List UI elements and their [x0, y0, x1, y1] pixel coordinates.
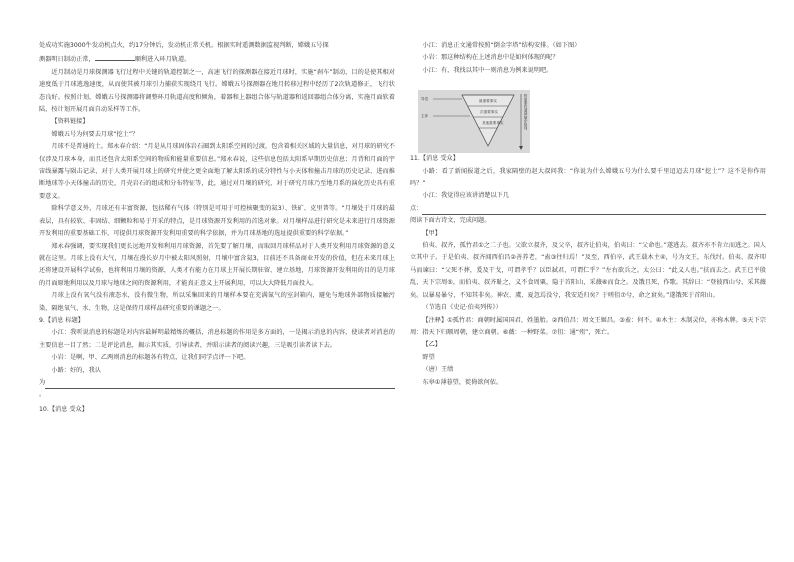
- section-heading: 【资料链接】: [51, 118, 89, 126]
- answer-blank[interactable]: [95, 52, 135, 61]
- poem-title: 野望: [422, 353, 435, 361]
- answer-line-row: [410, 203, 766, 215]
- pyramid-low-label: 其他重要事实: [482, 121, 504, 125]
- pyramid-graphic: [418, 90, 530, 153]
- dialogue-line: 小岩：那这种结构在上述消息中是如何体现的呢？: [422, 54, 559, 62]
- answer-line-row: [39, 377, 395, 389]
- paragraph: 月球不是普通的土。郑永春介绍：“月是从月球固体岩石圈到太阳系空间的过渡，包含着相关区域的大量信息，对月球的研究不仅涉及月球本身，而且还包含太阳系空间的物质和能量重要信息。”郑永春说，这些信息包括太阳系早期历史信息；月背和月面的宇宙线暴露与陨击记录，对于人类开展月球上的研究并使之更全面地了解太阳系的成分特性与小天体和撞击月球的历史记录，进而推断地球等小天体撞击的历史，月壳岩石的组成和分布特征等，此，通过对月壤的研究，对于研究月球乃至地月系的演化历史具有重要意义。: [39, 143, 395, 200]
- side-order-label: 按重要性递减顺序排列: [524, 94, 528, 130]
- body-label: 主体: [421, 114, 429, 118]
- arrow-head-icon: [519, 146, 523, 150]
- dialogue-line: 小路：好的，我认: [51, 366, 101, 374]
- paragraph: 近月制动是月球探测器飞行过程中关键的轨道控制之一，高速飞行的探测器在接近月球时，实施“刹车”制动，目的是使其相对速度低于月球逃逸速度，从而使其被月球引力捕获实现绕月飞行。嫦娥五号探测器在地月转移过程中经历了2次轨道修正，飞行状态良好。按照计划，嫦娥五号探测器将调整环月轨道高度和倾角，着器和上器组合体与轨道器和返回器组合体分离，实施月面软着陆，按计划开展月面自动采样等工作。: [39, 68, 395, 114]
- pyramid-mid-label: 次重要事实: [480, 110, 498, 114]
- answer-line[interactable]: [422, 203, 766, 215]
- section-label-jia: 【甲】: [422, 229, 441, 237]
- question-number: 10.【消息 受众】: [39, 405, 88, 413]
- question-number: 11.【消息 受众】: [410, 155, 459, 163]
- section-label-yi: 【乙】: [422, 341, 441, 349]
- dialogue-line: 小路：看了新闻报道之后，我家隔壁的赵大叔问我：“你说为什么嫦娥五号为什么要千里迢迢去月球“挖土”？这不是你作用吗？”: [410, 167, 766, 188]
- inverted-pyramid-diagram: [418, 90, 530, 153]
- paragraph: 除科学意义外，月球还有丰富资源，包括稀有气体（特别是可用于可控核聚变的氦3）、铁矿、克里普等。“月壤处于月球的最表层，具有较软、非固结、细颗粒和易于开采的特点，是月球资源开发利用的首选对象。对月壤样品进行研究是未来进行月球资源开发利用的重要基础工作，可提供月球资源开发利用重要的科学依据，并为月球基地的选址提供重要的科学依据。”: [39, 205, 395, 238]
- answer-prefix: 点：: [410, 204, 423, 212]
- question-title: 嫦娥五号为何要去月球“挖土”？: [51, 130, 139, 138]
- dialogue-line: 小江：有，我找以其中一则消息为例来说明吧。: [422, 66, 553, 74]
- poem-author: （唐）王绩: [422, 366, 454, 374]
- answer-end: 。: [39, 391, 46, 399]
- left-column: [39, 40, 395, 416]
- paragraph: 月球上没有氧气没有液态水，没有微生物，所以采集回来的月壤样本要在充满氮气的室封箱内，避免与地球外部物质接触污染，隔绝氧气、水、生物，这是保持月球样品研究重要的课题之一。: [39, 292, 395, 312]
- paragraph: [39, 52, 395, 66]
- paragraph-text: 顺利进入环月轨道。: [134, 56, 191, 64]
- paragraph-text: 测器明日制动正常，: [39, 56, 95, 64]
- classical-text: 伯夷、叔齐，孤竹君①之二子也。父欲立叔齐，及父卒，叔齐让伯夷，伯夷曰：“父命也。”遂逃去。叔齐亦不肯立而逃之。国人立其中子。于是伯夷、叔齐闻西伯昌②善养老，“盍③往归焉！”及至，西伯卒，武王载木主④，号为文王，东伐纣。伯夷、叔齐叩马而谏曰：“父死不葬，爰及干戈，可谓孝乎？以臣弑君，可谓仁乎？”左右欲兵之。太公曰：“此义人也。”扶而去之。武王已平殷乱，天下宗周⑤，而伯夷、叔齐耻之，义不食周粟，隐于首阳山，采薇⑥而食之。及饿且死，作歌。其辞曰：“登彼西山兮，采其薇矣。以暴易暴兮，不知其非矣。神农、虞、夏忽焉没兮，我安适归矣？于嗟徂⑦兮，命之衰矣。”遂饿死于首阳山。: [410, 242, 766, 299]
- answer-line[interactable]: [45, 377, 395, 389]
- answer-prefix: 为: [39, 378, 46, 386]
- dialogue-line: 小江：我听说消息的标题是对内容最鲜明最精炼的概括，消息标题的作用是多方面的，一是揭示消息的内容，使读者对消息的主要信息一目了然；二是评论消息，揭示其实质，引导读者，并昭示读者的阅读兴趣，三是吸引读者读下去。: [39, 329, 395, 349]
- question-number: 9.【消息 标题】: [39, 316, 84, 324]
- instruction: 阅读下面古诗文，完成问题。: [410, 217, 491, 225]
- dialogue-line: 小江：消息正文通常按照“倒金字塔”结构安排。（如下图）: [422, 42, 581, 49]
- dialogue-line: 小江：我觉得应该讲清楚以下几: [422, 192, 510, 200]
- lead-label: 导语: [421, 97, 429, 101]
- source-citation: （节选自《史记·伯夷列传》）: [422, 304, 502, 312]
- dialogue-line: 小岩：是啊，甲、乙两则消息的标题各有特点，让我们同学点评一下吧。: [51, 354, 250, 362]
- paragraph: 处成功实施3000牛发动机点火，约17分钟后，发动机正常关机。根据实时遥测数据监视判断，嫦娥五号探: [39, 42, 329, 49]
- pyramid-top-label: 最重要事实: [479, 99, 497, 103]
- poem-line: 东皋①薄暮望，徙倚欲何依。: [422, 378, 503, 386]
- annotations: 【注释】①孤竹君：商朝时属国国君，姓墨胎。②西伯昌：周文王姬昌。③盍：何不。④木主：木制灵位，亦称木牌。⑤天下宗周：指天下归顺周朝，建立商朝。⑥薇：一种野菜。⑦徂：通“殂”，死亡。: [410, 316, 766, 336]
- paragraph: 郑永春强调，要实现我们更长远地开发和利用月球资源，首先要了解月壤，而取回月球样品对于人类开发利用月球资源的意义就在这里。月球上没有大气，月壤在漫长岁月中被太阳风照射，月壤中富含氦3，目前还不具备商业开发的价值，但在未来月球上还将建设开展科学试验，也将利用月壤的资源，人类才有能力在月球上开展长期驻留、建立基地，月球资源开发利用的目的是月球的月面原地利用以及月球与地球之间的资源利用，才能真正意义上开展利用，可以大大降低月面投入。: [39, 242, 395, 287]
